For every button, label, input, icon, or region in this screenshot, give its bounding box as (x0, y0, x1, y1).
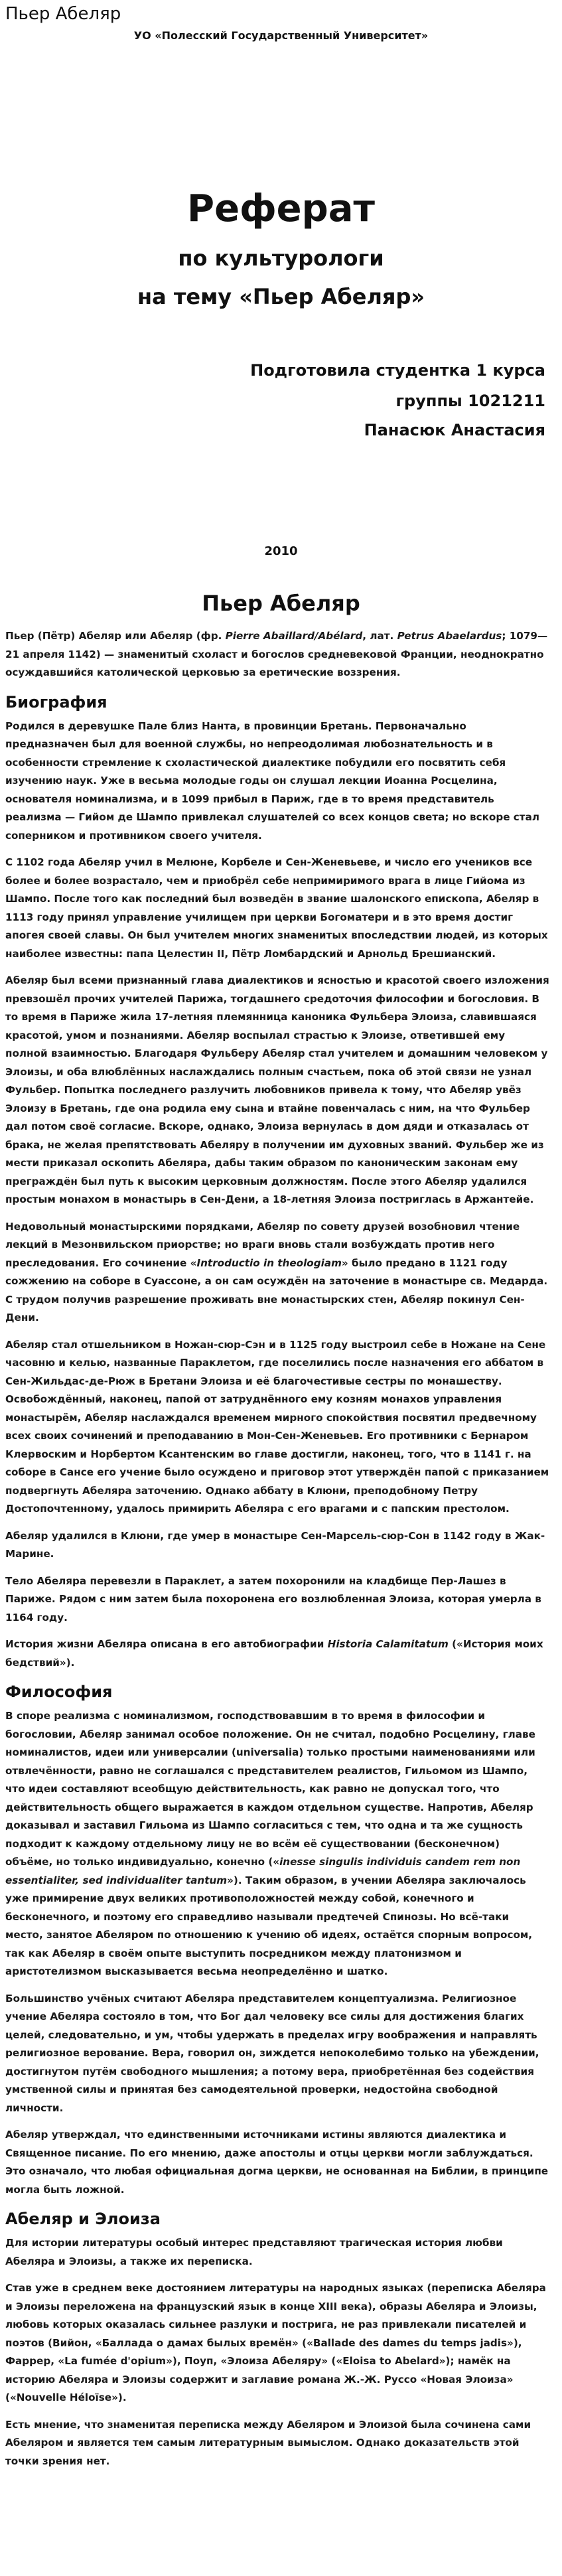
section-heading-philosophy: Философия (5, 1683, 113, 1701)
paragraph: Для истории литературы особый интерес представляют трагическая история любви Абеляра и Элоизы, а также их переписка. (5, 2237, 503, 2267)
article-title: Пьер Абеляр (202, 591, 360, 616)
author-line1: Подготовила студентка 1 курса (250, 361, 545, 380)
paragraph: Тело Абеляра перевезли в Параклет, а затем похоронили на кладбище Пер-Лашез в Париже. Рядом с ним затем была похоронена его возлюбленная Элоиза, которая умерла в 1164 году. (5, 1574, 541, 1624)
paragraph: Абеляр утверждал, что единственными источниками истины являются диалектика и Священное писание. По его мнению, даже апостолы и отцы церкви могли заблуждаться. Это означало, что любая официальная догма церкви, не основанная на Библии, в принципе могла быть ложной. (5, 2129, 549, 2196)
document-header-title: Пьер Абеляр (5, 4, 121, 24)
paragraph: Большинство учёных считают Абеляра представителем концептуализма. Религиозное учение Абеляра состояло в том, что Бог дал человеку все силы для достижения благих целей, следовательно, и ум, чтобы удержать в пределах игру воображения и направлять религиозное верование. Вера, говорил он, зиждется непоколебимо только на убеждении, достигнутом путём свободного мышления; а потому вера, приобретённая без содействия умственной силы и принятая без самодеятельной проверки, недостойна свободной личности. (5, 1992, 539, 2114)
organization-name: УО «Полесский Государственный Университет» (133, 29, 429, 42)
paragraph: Есть мнение, что знаменитая переписка между Абеляром и Элоизой была сочинена сами Абеляром и является тем самым литературным вымыслом. Однако доказательств этой точки зрения нет. (5, 2418, 531, 2467)
paragraph: Став уже в среднем веке достоянием литературы на народных языках (переписка Абеляра и Элоизы переложена на французский язык в конце XIII века), образы Абеляра и Элоизы, любовь которых оказалась сильнее разлуки и пострига, не раз привлекали писателей и поэтов (Вийон, «Баллада о дамах былых времён» («Ballade des dames du temps jadis»), Фаррер, «La fumée d'opium»), Поуп, «Элоиза Абеляру» («Eloisa to Abelard»); намёк на историю Абеляра и Элоизы содержит и заглавие романа Ж.-Ж. Руссо «Новая Элоиза» («Nouvelle Héloïse»). (5, 2282, 546, 2403)
paragraph: Абеляр удалился в Клюни, где умер в монастыре Сен-Марсель-сюр-Сон в 1142 году в Жак-Марине. (5, 1529, 545, 1560)
cover-title: Реферат (187, 187, 375, 230)
cover-subtitle-line1: по культурологи (178, 246, 384, 271)
paragraph: Недовольный монастырскими порядками, Абеляр по совету друзей возобновил чтение лекций в Мезонвильском приорстве; но враги вновь стали возбуждать против него преследования. Его сочинение «Introductio in theologiam» было предано в 1121 году сожжению на соборе в Суассоне, а он сам осуждён на заточение в монастыре св. Медарда. С трудом получив разрешение проживать вне монастырских стен, Абеляр покинул Сен-Дени. (5, 1220, 548, 1324)
author-line2: группы 1021211 (395, 392, 545, 410)
section-heading-abelard-heloise: Абеляр и Элоиза (5, 2210, 161, 2228)
paragraph: Абеляр стал отшельником в Ножан-сюр-Сэн и в 1125 году выстроил себе в Ножане на Сене часовню и келью, названные Параклетом, где поселились после назначения его аббатом в Сен-Жильдас-де-Рюж в Бретани Элоиза и её благочестивые сестры по монашеству. Освобождённый, наконец, папой от затруднённого ему козням монахов управления монастырём, Абеляр наслаждался временем мирного спокойствия посвятил предвечному всех своих сочинений и преподаванию в Мон-Сен-Женевьев. Его противники с Бернаром Клервоским и Норбертом Ксантенским во главе достигли, наконец, того, что в 1141 г. на соборе в Сансе его учение было осуждено и приговор этот утверждён папой с приказанием подвергнуть Абеляра заточению. Однако аббату в Клюни, преподобному Петру Достопочтенному, удалось примирить Абеляра с его врагами и с папским престолом. (5, 1338, 549, 1515)
author-line3: Панасюк Анастасия (364, 421, 545, 439)
paragraph: В споре реализма с номинализмом, господствовавшим в то время в философии и богословии, Абеляр занимал особое положение. Он не считал, подобно Росцелину, главе номиналистов, идеи или универсалии (universalia) только простыми наименованиями или отвлечённости, равно не соглашался с представителем реалистов, Гильомом из Шампо, что идеи составляют всеобщую действительность, как равно не допускал того, что действительность общего выражается в каждом отдельном существе. Напротив, Абеляр доказывал и заставил Гильома из Шампо согласиться с тем, что одна и та же сущность подходит к каждому отдельному лицу не во всём её существовании (бесконечном) объёме, но только индивидуально, конечно («inesse singulis individuis candem rem non essentialiter, sed individualiter tantum»). Таким образом, в учении Абеляра заключалось уже примирение двух великих противоположностей между собой, конечного и бесконечного, и поэтому его справедливо называли предтечей Спинозы. Но всё-таки место, занятое Абеляром по отношению к учению об идеях, остаётся спорным вопросом, так как Абеляр в своём опыте выступить посредником между платонизмом и аристотелизмом высказывается весьма неопределённо и шатко. (5, 1710, 535, 1977)
paragraph: Абеляр был всеми признанный глава диалектиков и ясностью и красотой своего изложения превзошёл прочих учителей Парижа, тогдашнего средоточия философии и богословия. В то время в Париже жила 17-летняя племянница каноника Фульбера Элоиза, славившаяся красотой, умом и познаниями. Абеляр воспылал страстью к Элоизе, ответившей ему полной взаимностью. Благодаря Фульберу Абеляр стал учителем и домашним человеком у Элоизы, и оба влюблённых наслаждались полным счастьем, пока об этой связи не узнал Фульбер. Попытка последнего разлучить любовников привела к тому, что Абеляр увёз Элоизу в Бретань, где она родила ему сына и втайне повенчалась с ним, на что Фульбер дал потом своё согласие. Вскоре, однако, Элоиза вернулась в дом дяди и отказалась от брака, не желая препятствовать Абеляру в получении им духовных званий. Фульбер же из мести приказал оскопить Абеляра, дабы таким образом по каноническим законам ему преграждён был путь к высоким церковным должностям. После этого Абеляр удалился простым монахом в монастырь в Сен-Дени, а 18-летняя Элоиза постриглась в Аржантейе. (5, 974, 549, 1205)
paragraph: История жизни Абеляра описана в его автобиографии Historia Calamitatum («История моих бедствий»). (5, 1638, 543, 1669)
article-body (5, 627, 549, 2479)
section-heading-biography: Биография (5, 692, 107, 712)
cover-year: 2010 (264, 544, 298, 558)
intro-paragraph: Пьер (Пётр) Абеляр или Абеляр (фр. Pierre Abaillard/Abélard, лат. Petrus Abaelardus; 1079— 21 апреля 1142) — знаменитый схоласт и богослов средневековой Франции, неоднократно осуждавшийся католической церковью за еретические воззрения. (5, 630, 548, 678)
cover-subtitle-line2: на тему «Пьер Абеляр» (137, 284, 425, 309)
paragraph: С 1102 года Абеляр учил в Мелюне, Корбеле и Сен-Женевьеве, и число его учеников все более и более возрастало, чем и приобрёл себе непримиримого врага в лице Гийома из Шампо. После того как последний был возведён в звание шалонского епископа, Абеляр в 1113 году принял управление училищем при церкви Богоматери и в это время достиг апогея своей славы. Он был учителем многих знаменитых впоследствии людей, из которых наиболее известны: папа Целестин II, Пётр Ломбардский и Арнольд Брешианский. (5, 856, 548, 960)
paragraph: Родился в деревушке Пале близ Нанта, в провинции Бретань. Первоначально предназначен был для военной службы, но непреодолимая любознательность и в особенности стремление к схоластической диалектике побудили его посвятить себя изучению наук. Уже в весьма молодые годы он слушал лекции Иоанна Росцелина, основателя номинализма, и в 1099 прибыл в Париж, где в то время представитель реализма — Гийом де Шампо привлекал слушателей со всех концов света; но вскоре стал соперником и противником своего учителя. (5, 720, 539, 842)
